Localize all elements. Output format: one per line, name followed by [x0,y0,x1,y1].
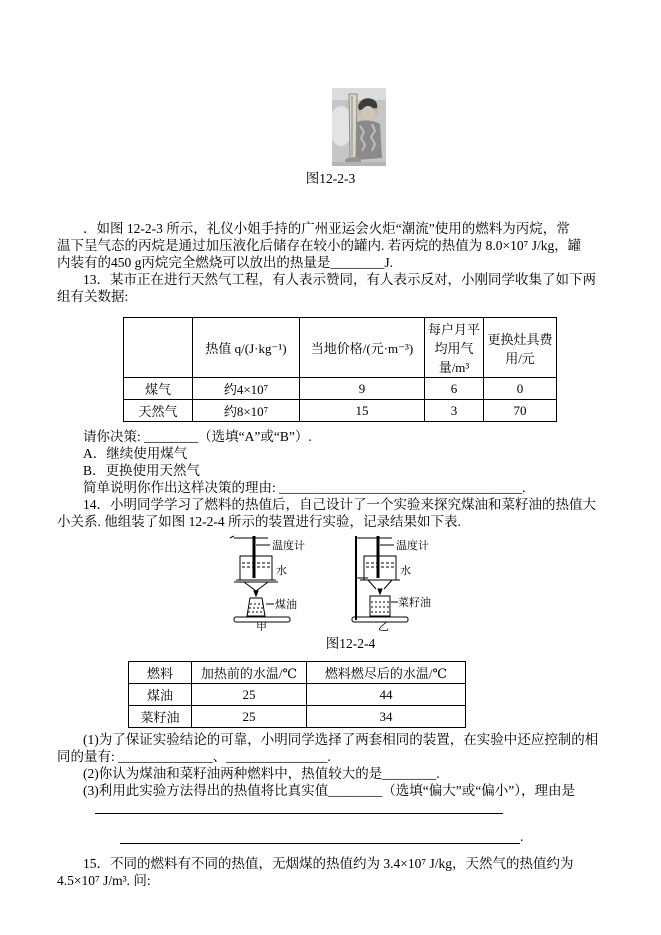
thermometer-label-right: 温度计 [396,540,429,552]
answer-rule [120,829,520,844]
cell: 6 [425,378,484,400]
header-cell-price: 当地价格/(元·m⁻³) [300,318,425,378]
table-row-natural-gas [124,400,557,422]
q14-part1-line2-blanks: 同的量有: ______________、_______________. [57,749,331,764]
water-label-left: 水 [276,565,287,577]
top-margin [0,0,661,88]
header-cell [124,318,193,378]
header-cell-stove-cost: 更换灶具费用/元 [484,318,557,378]
q13-option-a: A．继续使用煤气 [83,446,188,461]
cell: 34 [307,706,466,728]
cell: 天然气 [124,400,193,422]
q12-line3-blank: 内装有的450 g丙烷完全燃烧可以放出的热量是________J. [57,255,394,270]
q14-part1-line1: (1)为了保证实验结论的可靠，小明同学选择了两套相同的装置，在实验中还应控制的相 [83,732,599,747]
q14-intro2: 小关系. 他组装了如图 12-2-4 所示的装置进行实验，记录结果如下表. [57,514,461,529]
torch-ceremony-photo [332,88,386,166]
cell: 0 [484,378,557,400]
q13-decision-blank: 请你决策: ________（选填“A”或“B”）. [83,429,312,444]
cell: 25 [192,684,307,706]
figure-12-2-4 [228,534,473,652]
answer-rule-line-2 [120,829,661,844]
cell: 70 [484,400,557,422]
q12-line2: 温下呈气态的丙烷是通过加压液化后储存在较小的罐内. 若丙烷的热值为 8.0×10⁷ J/kg，罐 [57,238,582,253]
table-header-row [129,662,466,684]
cell: 25 [192,706,307,728]
header-cell-fuel: 燃料 [129,662,192,684]
header-cell-temp-after: 燃料燃尽后的水温/℃ [307,662,466,684]
apparatus-left [230,536,305,631]
rule-end-period: . [520,829,524,844]
cell: 3 [425,400,484,422]
q14-part2-blank: (2)你认为煤油和菜籽油两种燃料中，热值较大的是________. [83,766,440,781]
question-15 [0,855,661,889]
figure-12-2-3-caption: 图12-2-3 [305,171,356,186]
kerosene-label: 煤油 [275,599,297,611]
question-14-parts [0,731,661,799]
header-cell-heat-value: 热值 q/(J·kg⁻¹) [193,318,300,378]
setup-left-label: 甲 [256,621,267,631]
cell: 9 [300,378,425,400]
q14-intro1: 14．小明同学学习了燃料的热值后，自己设计了一个实验来探究煤油和菜籽油的热值大 [83,497,596,512]
cell: 菜籽油 [129,706,192,728]
answer-rule-line-1 [95,812,503,814]
q14-part3-blank: (3)利用此实验方法得出的热值将比真实值________（选填“偏大”或“偏小”），理由是 [83,783,575,798]
figure-12-2-4-caption: 图12-2-4 [325,636,376,651]
cell: 煤气 [124,378,193,400]
q12-line1: ．如图 12-2-3 所示，礼仪小姐手持的广州亚运会火炬“潮流”使用的燃料为丙烷，常 [83,221,570,236]
q13-option-b: B．更换使用天然气 [83,463,201,478]
cell: 44 [307,684,466,706]
header-cell-temp-before: 加热前的水温/℃ [192,662,307,684]
q13-intro2: 组有关数据: [57,289,129,304]
cell: 约4×10⁷ [193,378,300,400]
rapeseed-oil-label: 菜籽油 [398,597,431,609]
q15-line2: 4.5×10⁷ J/m³. 问: [57,873,151,888]
q15-line1: 15．不同的燃料有不同的热值，无烟煤的热值约为 3.4×10⁷ J/kg，天然气的热值约为 [83,856,574,871]
q13-intro1: 13．某市正在进行天然气工程，有人表示赞同，有人表示反对，小刚同学收集了如下两 [83,272,596,287]
cell: 煤油 [129,684,192,706]
header-cell-monthly-usage: 每户月平均用气量/m³ [425,318,484,378]
experiment-apparatus-diagram [228,534,473,631]
thermometer-label-left: 温度计 [272,540,305,552]
table-row-rapeseed-oil [129,706,466,728]
experiment-results-table [128,661,466,728]
table-header-row [124,318,557,378]
cell: 15 [300,400,425,422]
question-12 [0,220,661,305]
apparatus-right [352,536,431,631]
cell: 约8×10⁷ [193,400,300,422]
gas-comparison-table [123,317,557,422]
water-label-right: 水 [400,565,411,577]
table-row-kerosene [129,684,466,706]
table-row-coal-gas [124,378,557,400]
setup-right-label: 乙 [378,621,389,631]
q13-reason-blank: 简单说明你作出这样决策的理由: ____________________________________. [83,480,526,495]
